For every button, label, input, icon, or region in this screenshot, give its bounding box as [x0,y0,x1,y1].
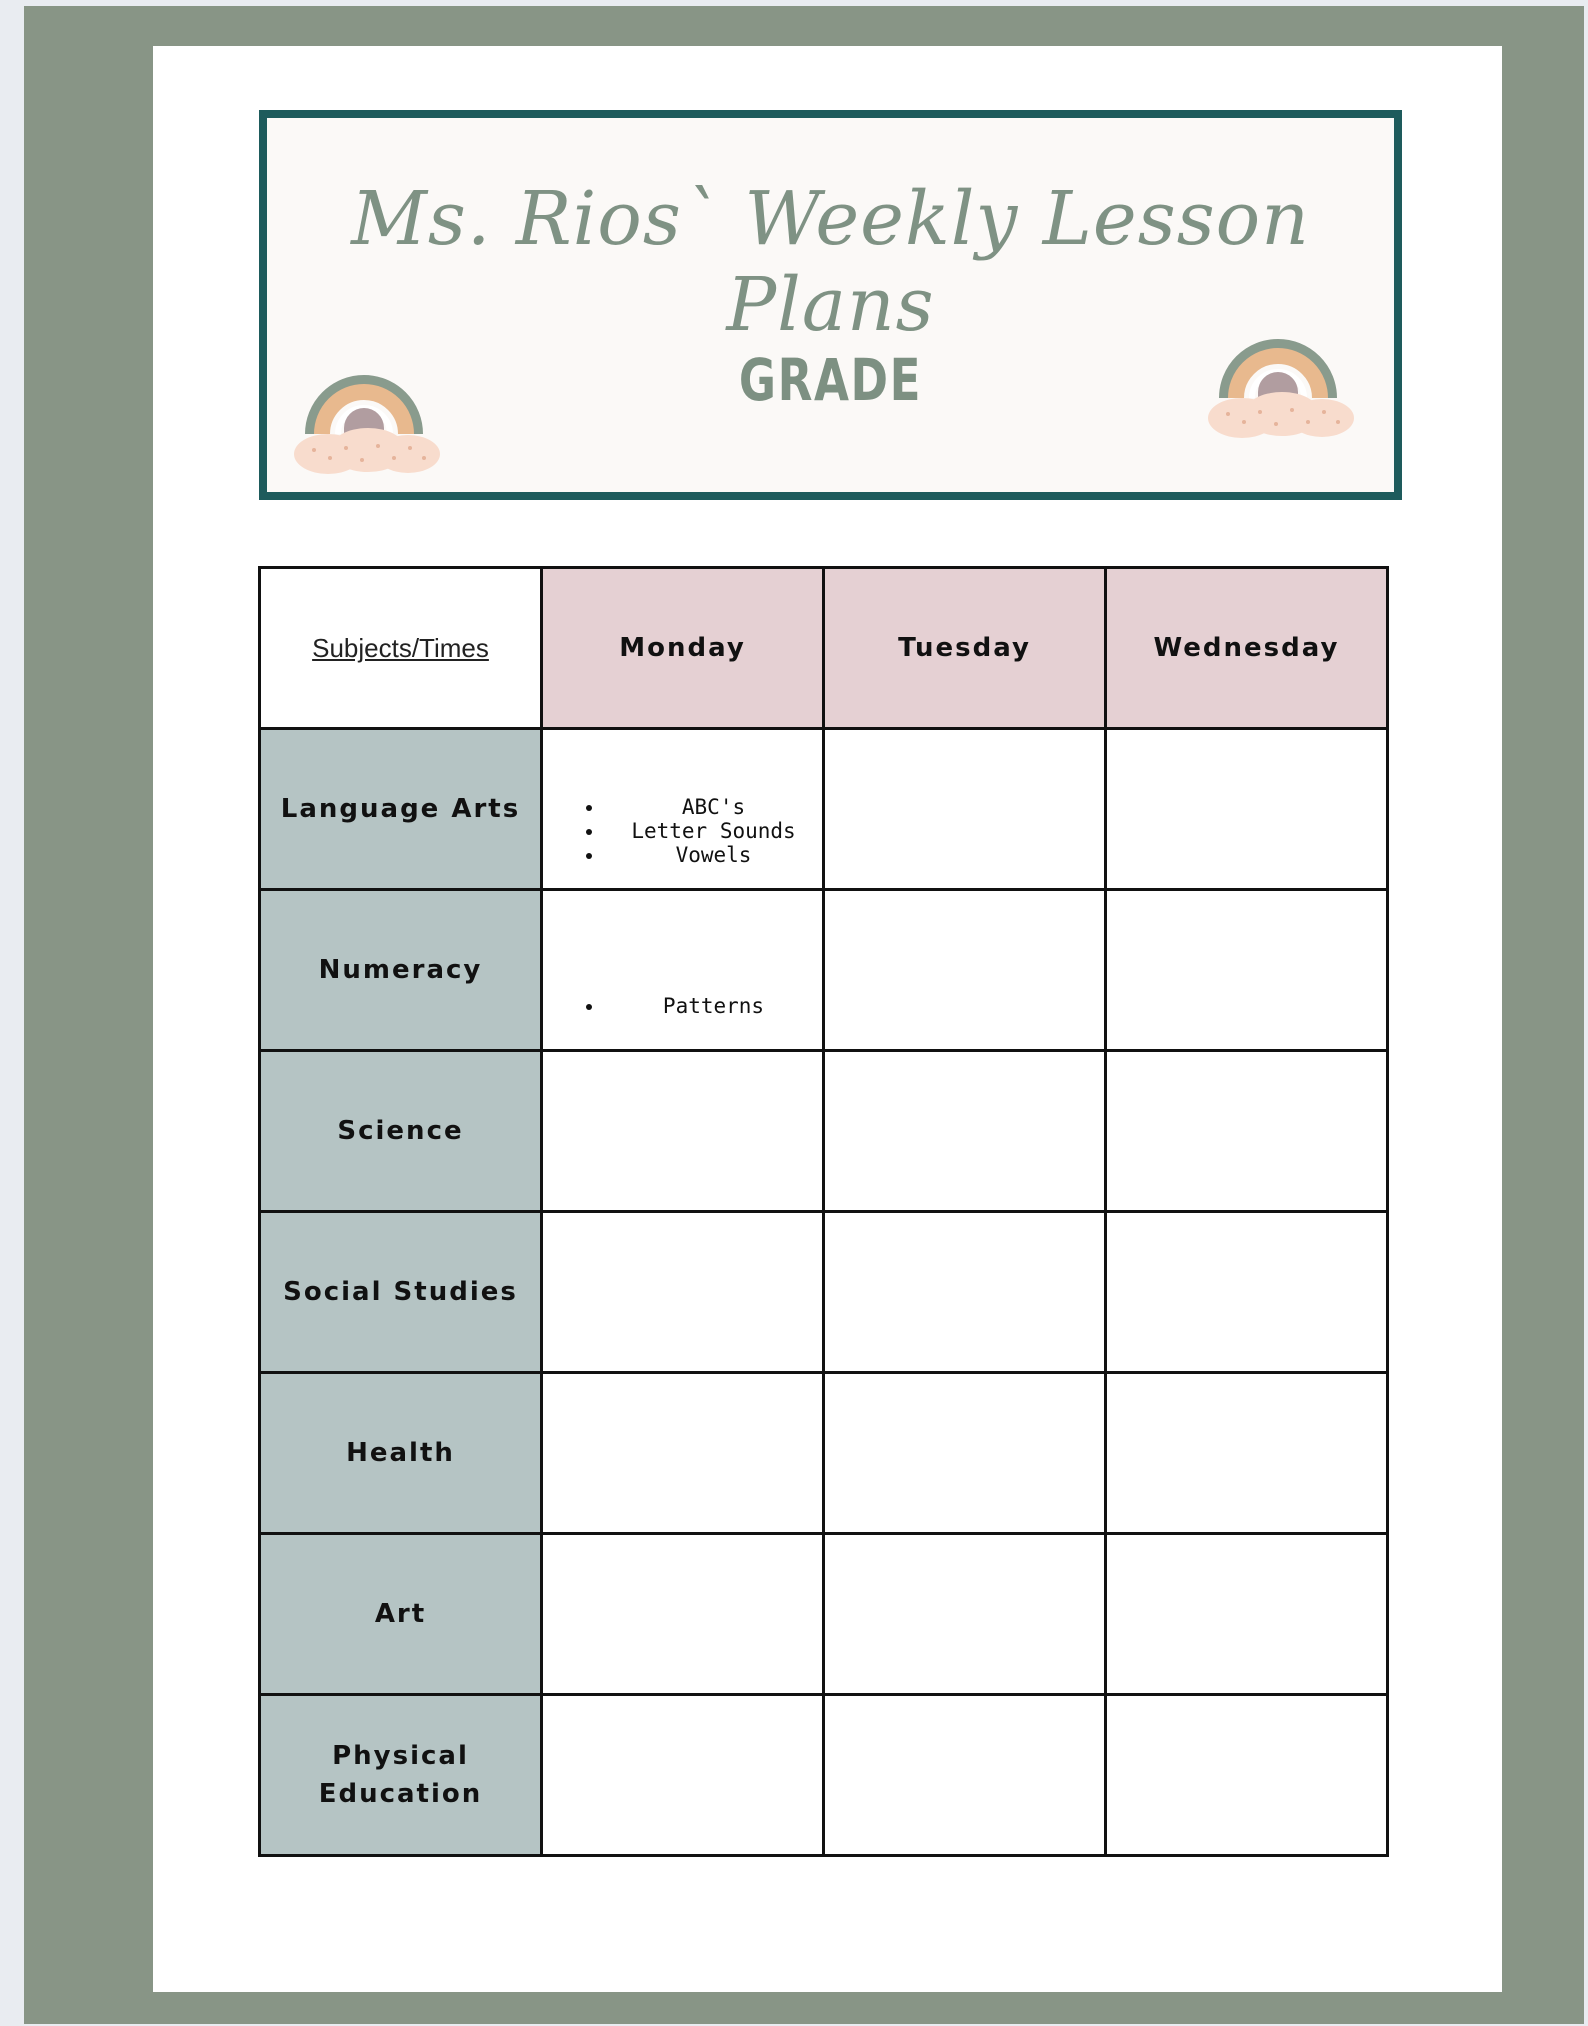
plan-cell-monday[interactable] [542,1534,824,1695]
corner-header-cell [260,568,542,729]
lesson-plan-table [258,566,1389,1857]
header-banner [259,110,1402,500]
rainbow-cloud-icon [1206,310,1356,440]
plan-cell-wednesday[interactable] [1106,729,1388,890]
list-item: • Patterns [605,994,822,1018]
lesson-notes-list [543,751,822,867]
table-row [260,1212,1388,1373]
table-row [260,1695,1388,1856]
table-row [260,1051,1388,1212]
page-frame [24,6,1584,2024]
subject-cell-language-arts: Language Arts [260,729,542,890]
plan-cell-tuesday[interactable] [824,1534,1106,1695]
day-header-tuesday: Tuesday [824,568,1106,729]
lesson-notes-list [543,922,822,1018]
day-header-monday: Monday [542,568,824,729]
list-item: • Letter Sounds [605,819,822,843]
plan-cell-monday[interactable] [542,729,824,890]
plan-cell-wednesday[interactable] [1106,890,1388,1051]
page-title: Ms. Rios` Weekly Lesson Plans [351,176,1310,348]
subject-cell-art: Art [260,1534,542,1695]
subject-cell-physical-education: Physical Education [260,1695,542,1856]
plan-cell-tuesday[interactable] [824,1373,1106,1534]
plan-cell-wednesday[interactable] [1106,1534,1388,1695]
plan-cell-tuesday[interactable] [824,729,1106,890]
plan-cell-wednesday[interactable] [1106,1212,1388,1373]
table-header-row [260,568,1388,729]
plan-cell-tuesday[interactable] [824,1695,1106,1856]
grade-label: GRADE [738,346,923,414]
plan-cell-monday[interactable] [542,1373,824,1534]
document-page [153,46,1502,1992]
rainbow-cloud-icon [292,346,442,476]
subject-cell-health: Health [260,1373,542,1534]
plan-cell-monday[interactable] [542,1212,824,1373]
table-row [260,1373,1388,1534]
table-row [260,1534,1388,1695]
plan-cell-wednesday[interactable] [1106,1373,1388,1534]
plan-cell-tuesday[interactable] [824,1212,1106,1373]
table-row [260,890,1388,1051]
plan-cell-monday[interactable] [542,1695,824,1856]
plan-cell-monday[interactable] [542,1051,824,1212]
subject-cell-numeracy: Numeracy [260,890,542,1051]
subject-cell-science: Science [260,1051,542,1212]
plan-cell-tuesday[interactable] [824,1051,1106,1212]
subject-cell-social-studies: Social Studies [260,1212,542,1373]
subjects-times-label: Subjects/Times [312,632,489,663]
day-header-wednesday: Wednesday [1106,568,1388,729]
plan-cell-tuesday[interactable] [824,890,1106,1051]
list-item: • ABC's [605,795,822,819]
plan-cell-wednesday[interactable] [1106,1695,1388,1856]
table-row [260,729,1388,890]
list-item: • Vowels [605,843,822,867]
plan-cell-wednesday[interactable] [1106,1051,1388,1212]
plan-cell-monday[interactable] [542,890,824,1051]
